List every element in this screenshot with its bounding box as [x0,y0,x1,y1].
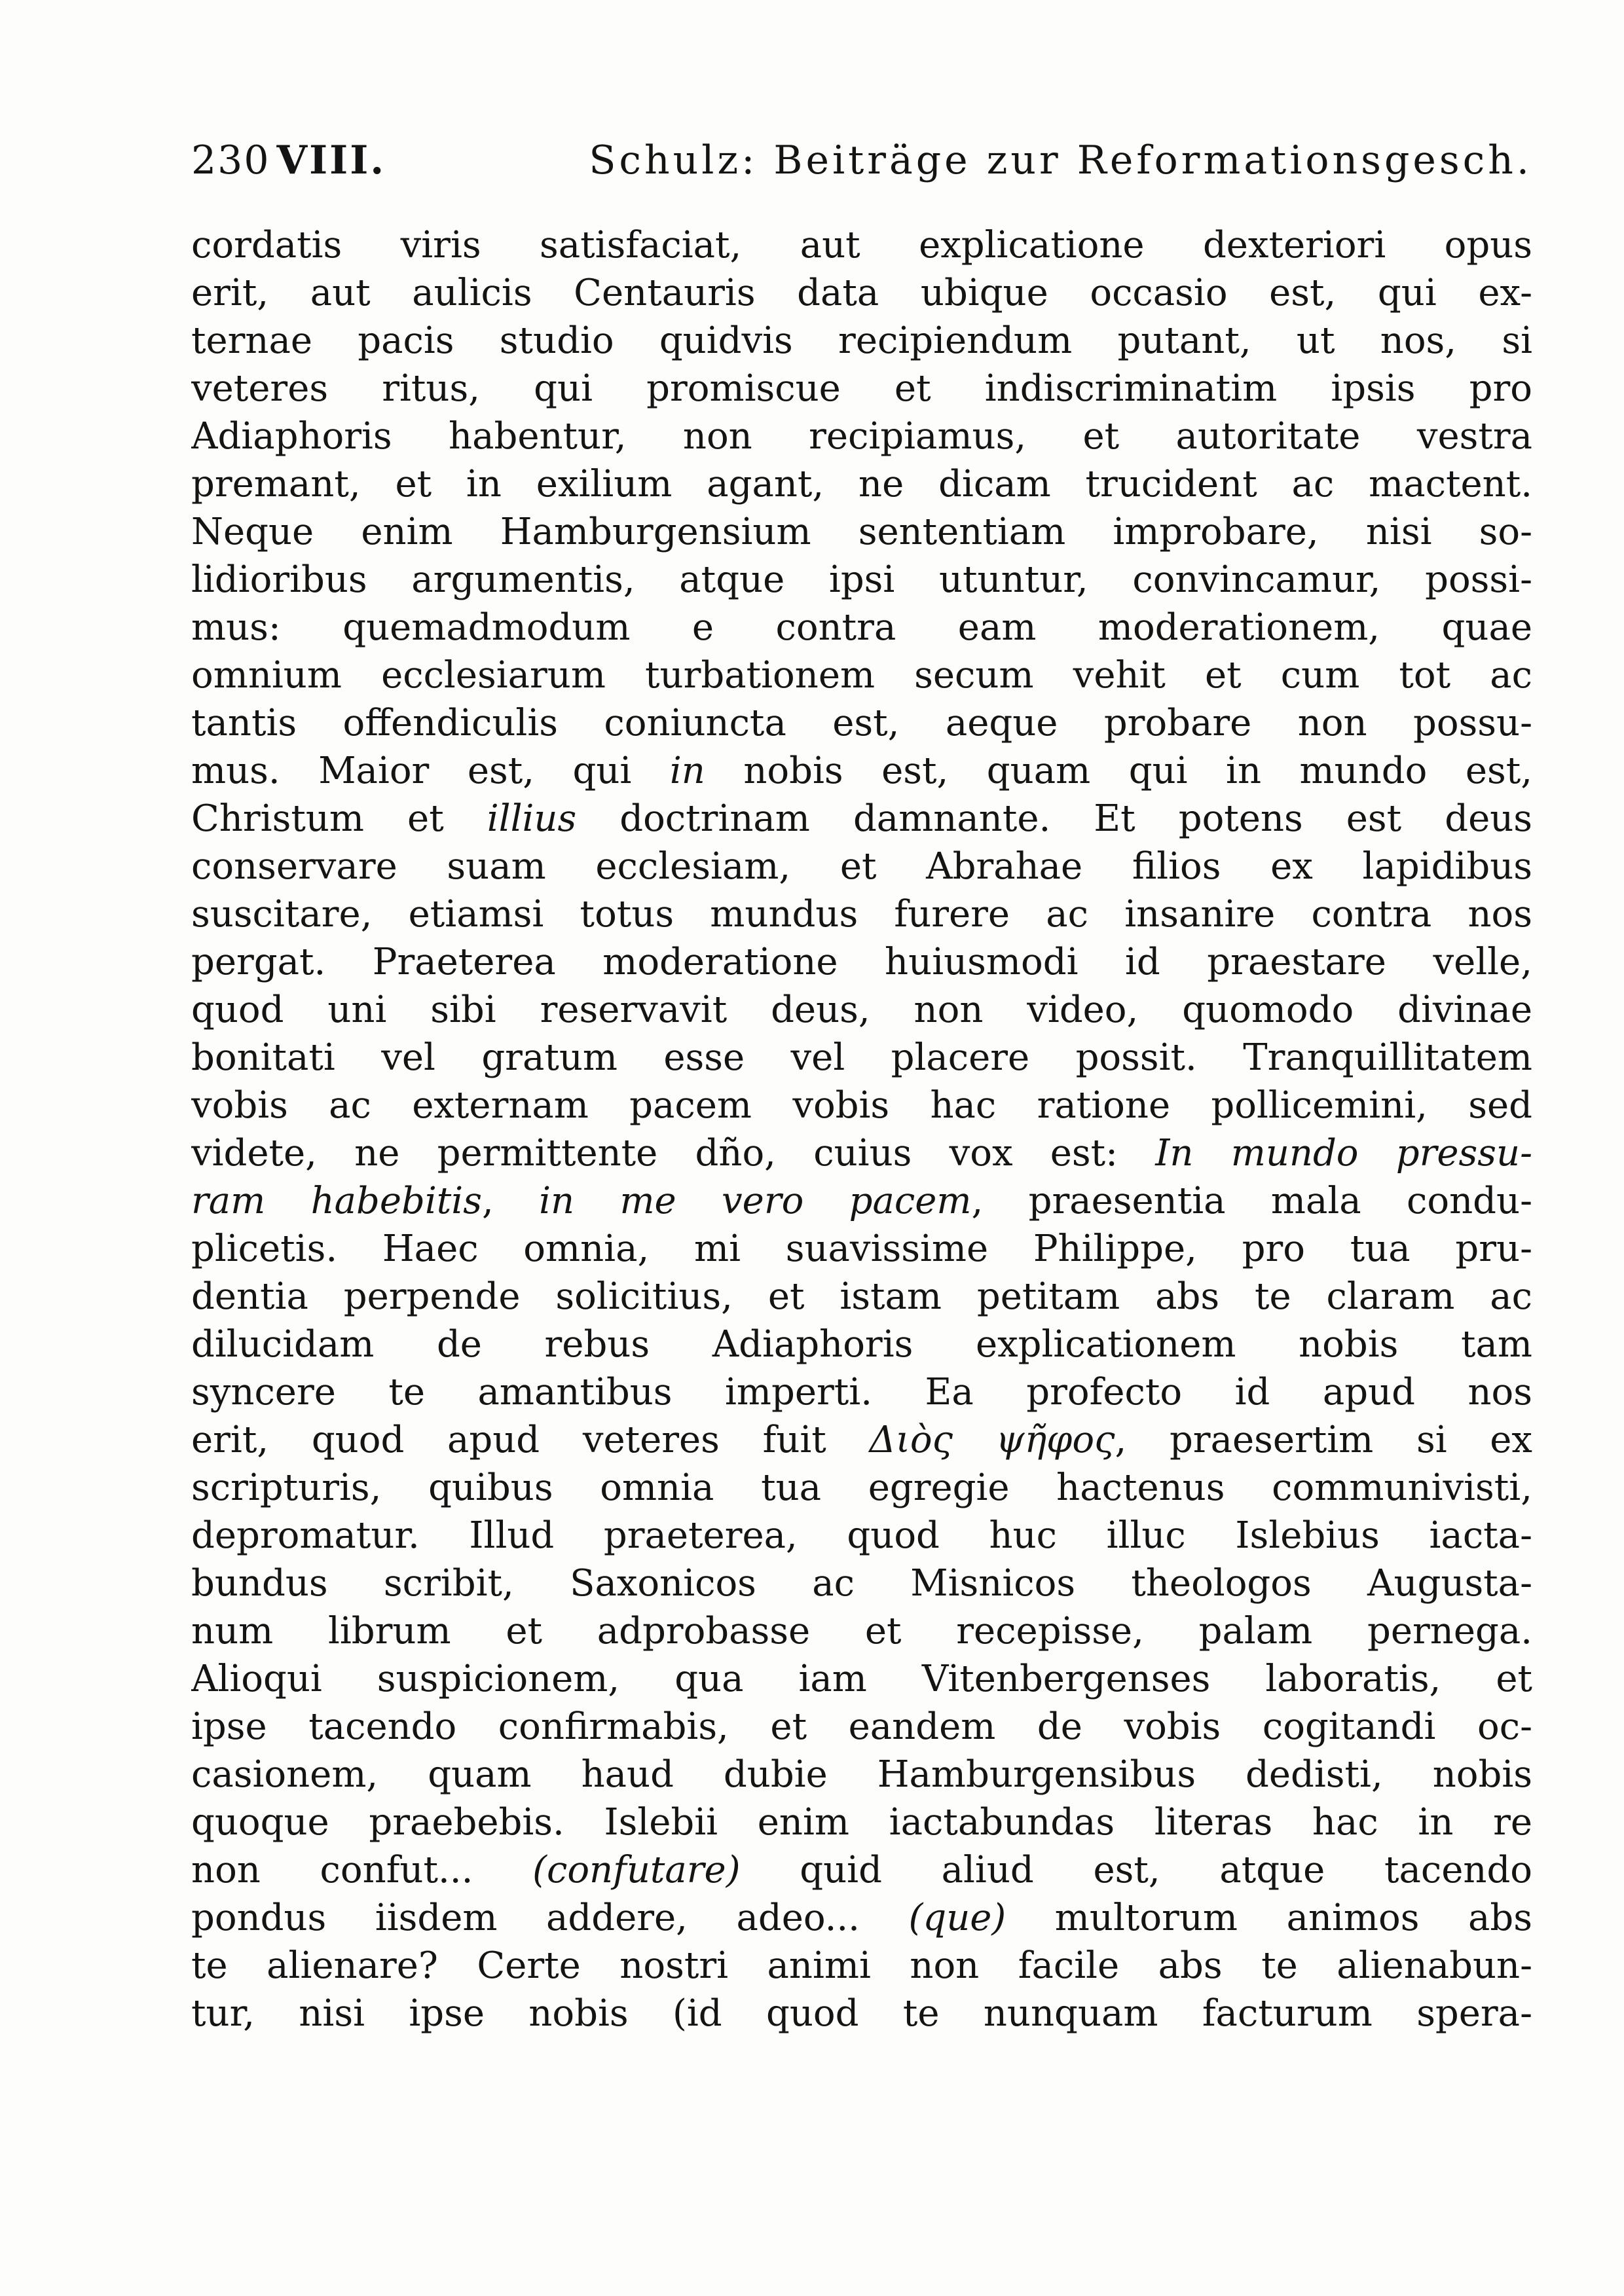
text-segment: quod uni sibi reservavit deus, non video, quomodo divinae [191,989,1532,1031]
text-line [191,1990,1532,2037]
text-segment: , [481,1180,540,1222]
italic-segment: illius [487,797,577,840]
text-line [191,412,1532,460]
text-segment: cordatis viris satisfaciat, aut explicatione dexteriori opus [191,224,1532,266]
text-segment: bonitati vel gratum esse vel placere possit. Tranquillitatem [191,1036,1532,1079]
text-segment: erit, quod apud veteres fuit [191,1419,870,1461]
text-segment: ternae pacis studio quidvis recipiendum putant, ut nos, si [191,319,1532,362]
text-line [191,1798,1532,1846]
text-segment: pergat. Praeterea moderatione huiusmodi id praestare velle, [191,941,1532,983]
text-line [191,1321,1532,1368]
text-segment: tantis offendiculis coniuncta est, aeque probare non possu- [191,702,1532,744]
text-line [191,460,1532,508]
running-head-title: Schulz: Beiträge zur Reformationsgesch. [589,137,1532,183]
text-segment: nobis est, quam qui in mundo est, [705,750,1532,792]
text-segment: dilucidam de rebus Adiaphoris explicationem nobis tam [191,1323,1532,1366]
text-segment: Neque enim Hamburgensium sententiam improbare, nisi so- [191,511,1532,553]
text-line [191,1703,1532,1751]
text-segment: multorum animos abs [1006,1897,1532,1939]
text-segment: quoque praebebis. Islebii enim iactabundas literas hac in re [191,1801,1532,1844]
text-line [191,1607,1532,1655]
text-line [191,1034,1532,1082]
text-segment: casionem, quam haud dubie Hamburgensibus dedisti, nobis [191,1753,1532,1796]
italic-segment: ram habebitis [191,1180,482,1222]
text-line [191,1082,1532,1129]
text-segment: videte, ne permittente dño, cuius vox est: [191,1132,1156,1175]
text-segment: erit, aut aulicis Centauris data ubique occasio est, qui ex- [191,272,1532,314]
text-line [191,221,1532,269]
text-segment: syncere te amantibus imperti. Ea profecto id apud nos [191,1371,1532,1413]
text-line [191,1464,1532,1512]
text-segment: ipse tacendo confirmabis, et eandem de vobis cogitandi oc- [191,1705,1532,1748]
text-line [191,1368,1532,1416]
text-line [191,1846,1532,1894]
text-segment: veteres ritus, qui promiscue et indiscriminatim ipsis pro [191,367,1532,410]
text-line [191,843,1532,890]
text-segment: bundus scribit, Saxonicos ac Misnicos theologos Augusta- [191,1562,1532,1605]
text-segment: , praesentia mala condu- [971,1180,1532,1222]
italic-segment: (que) [908,1897,1006,1939]
italic-segment: in [669,750,705,792]
text-line [191,1559,1532,1607]
text-line [191,1225,1532,1273]
body-text [191,221,1532,2037]
italic-segment: In mundo pressu- [1155,1132,1532,1175]
text-line [191,1416,1532,1464]
text-line [191,938,1532,986]
text-line [191,986,1532,1034]
text-segment: doctrinam damnante. Et potens est deus [576,797,1532,840]
text-segment: premant, et in exilium agant, ne dicam trucident ac mactent. [191,463,1532,505]
text-line [191,890,1532,938]
text-line [191,317,1532,365]
text-line [191,556,1532,604]
text-segment: omnium ecclesiarum turbationem secum vehit et cum tot ac [191,654,1532,697]
text-line [191,604,1532,651]
text-line [191,699,1532,747]
text-line [191,1655,1532,1703]
text-segment: quid aliud est, atque tacendo [740,1849,1532,1891]
text-segment: , praesertim si ex [1115,1419,1532,1461]
italic-segment: in me vero pacem [539,1180,972,1222]
text-segment: vobis ac externam pacem vobis hac ratione pollicemini, sed [191,1084,1532,1127]
text-segment: non confut... [191,1849,533,1891]
text-line [191,1273,1532,1321]
text-line [191,795,1532,843]
text-line [191,1129,1532,1177]
text-segment: tur, nisi ipse nobis (id quod te nunquam facturum spera- [191,1992,1532,2035]
text-segment: mus. Maior est, qui [191,750,670,792]
text-line [191,269,1532,317]
italic-segment: Διὸς ψῆφος [869,1419,1115,1461]
text-line [191,1512,1532,1559]
text-line [191,365,1532,412]
text-segment: suscitare, etiamsi totus mundus furere ac insanire contra nos [191,893,1532,936]
text-line [191,1177,1532,1225]
text-segment: Alioqui suspicionem, qua iam Vitenbergenses laboratis, et [191,1658,1532,1700]
italic-segment: (confutare) [532,1849,741,1891]
text-line [191,651,1532,699]
text-line [191,1894,1532,1942]
text-segment: scripturis, quibus omnia tua egregie hactenus communivisti, [191,1467,1532,1509]
text-segment: Adiaphoris habentur, non recipiamus, et autoritate vestra [191,415,1532,458]
text-segment: mus: quemadmodum e contra eam moderationem, quae [191,606,1532,649]
text-line [191,508,1532,556]
text-line [191,1942,1532,1990]
page-number: 230 [191,137,270,183]
text-segment: depromatur. Illud praeterea, quod huc illuc Islebius iacta- [191,1514,1532,1557]
running-head [191,137,1532,203]
chapter-number: VIII. [276,137,386,183]
text-segment: lidioribus argumentis, atque ipsi utuntur, convincamur, possi- [191,558,1532,601]
text-line [191,747,1532,795]
text-line [191,1751,1532,1798]
text-segment: te alienare? Certe nostri animi non facile abs te alienabun- [191,1944,1532,1987]
text-segment: Christum et [191,797,487,840]
text-segment: pondus iisdem addere, adeo... [191,1897,909,1939]
text-segment: conservare suam ecclesiam, et Abrahae filios ex lapidibus [191,845,1532,888]
text-segment: num librum et adprobasse et recepisse, palam pernega. [191,1610,1532,1652]
text-segment: dentia perpende solicitius, et istam petitam abs te claram ac [191,1275,1532,1318]
text-segment: plicetis. Haec omnia, mi suavissime Philippe, pro tua pru- [191,1228,1532,1270]
